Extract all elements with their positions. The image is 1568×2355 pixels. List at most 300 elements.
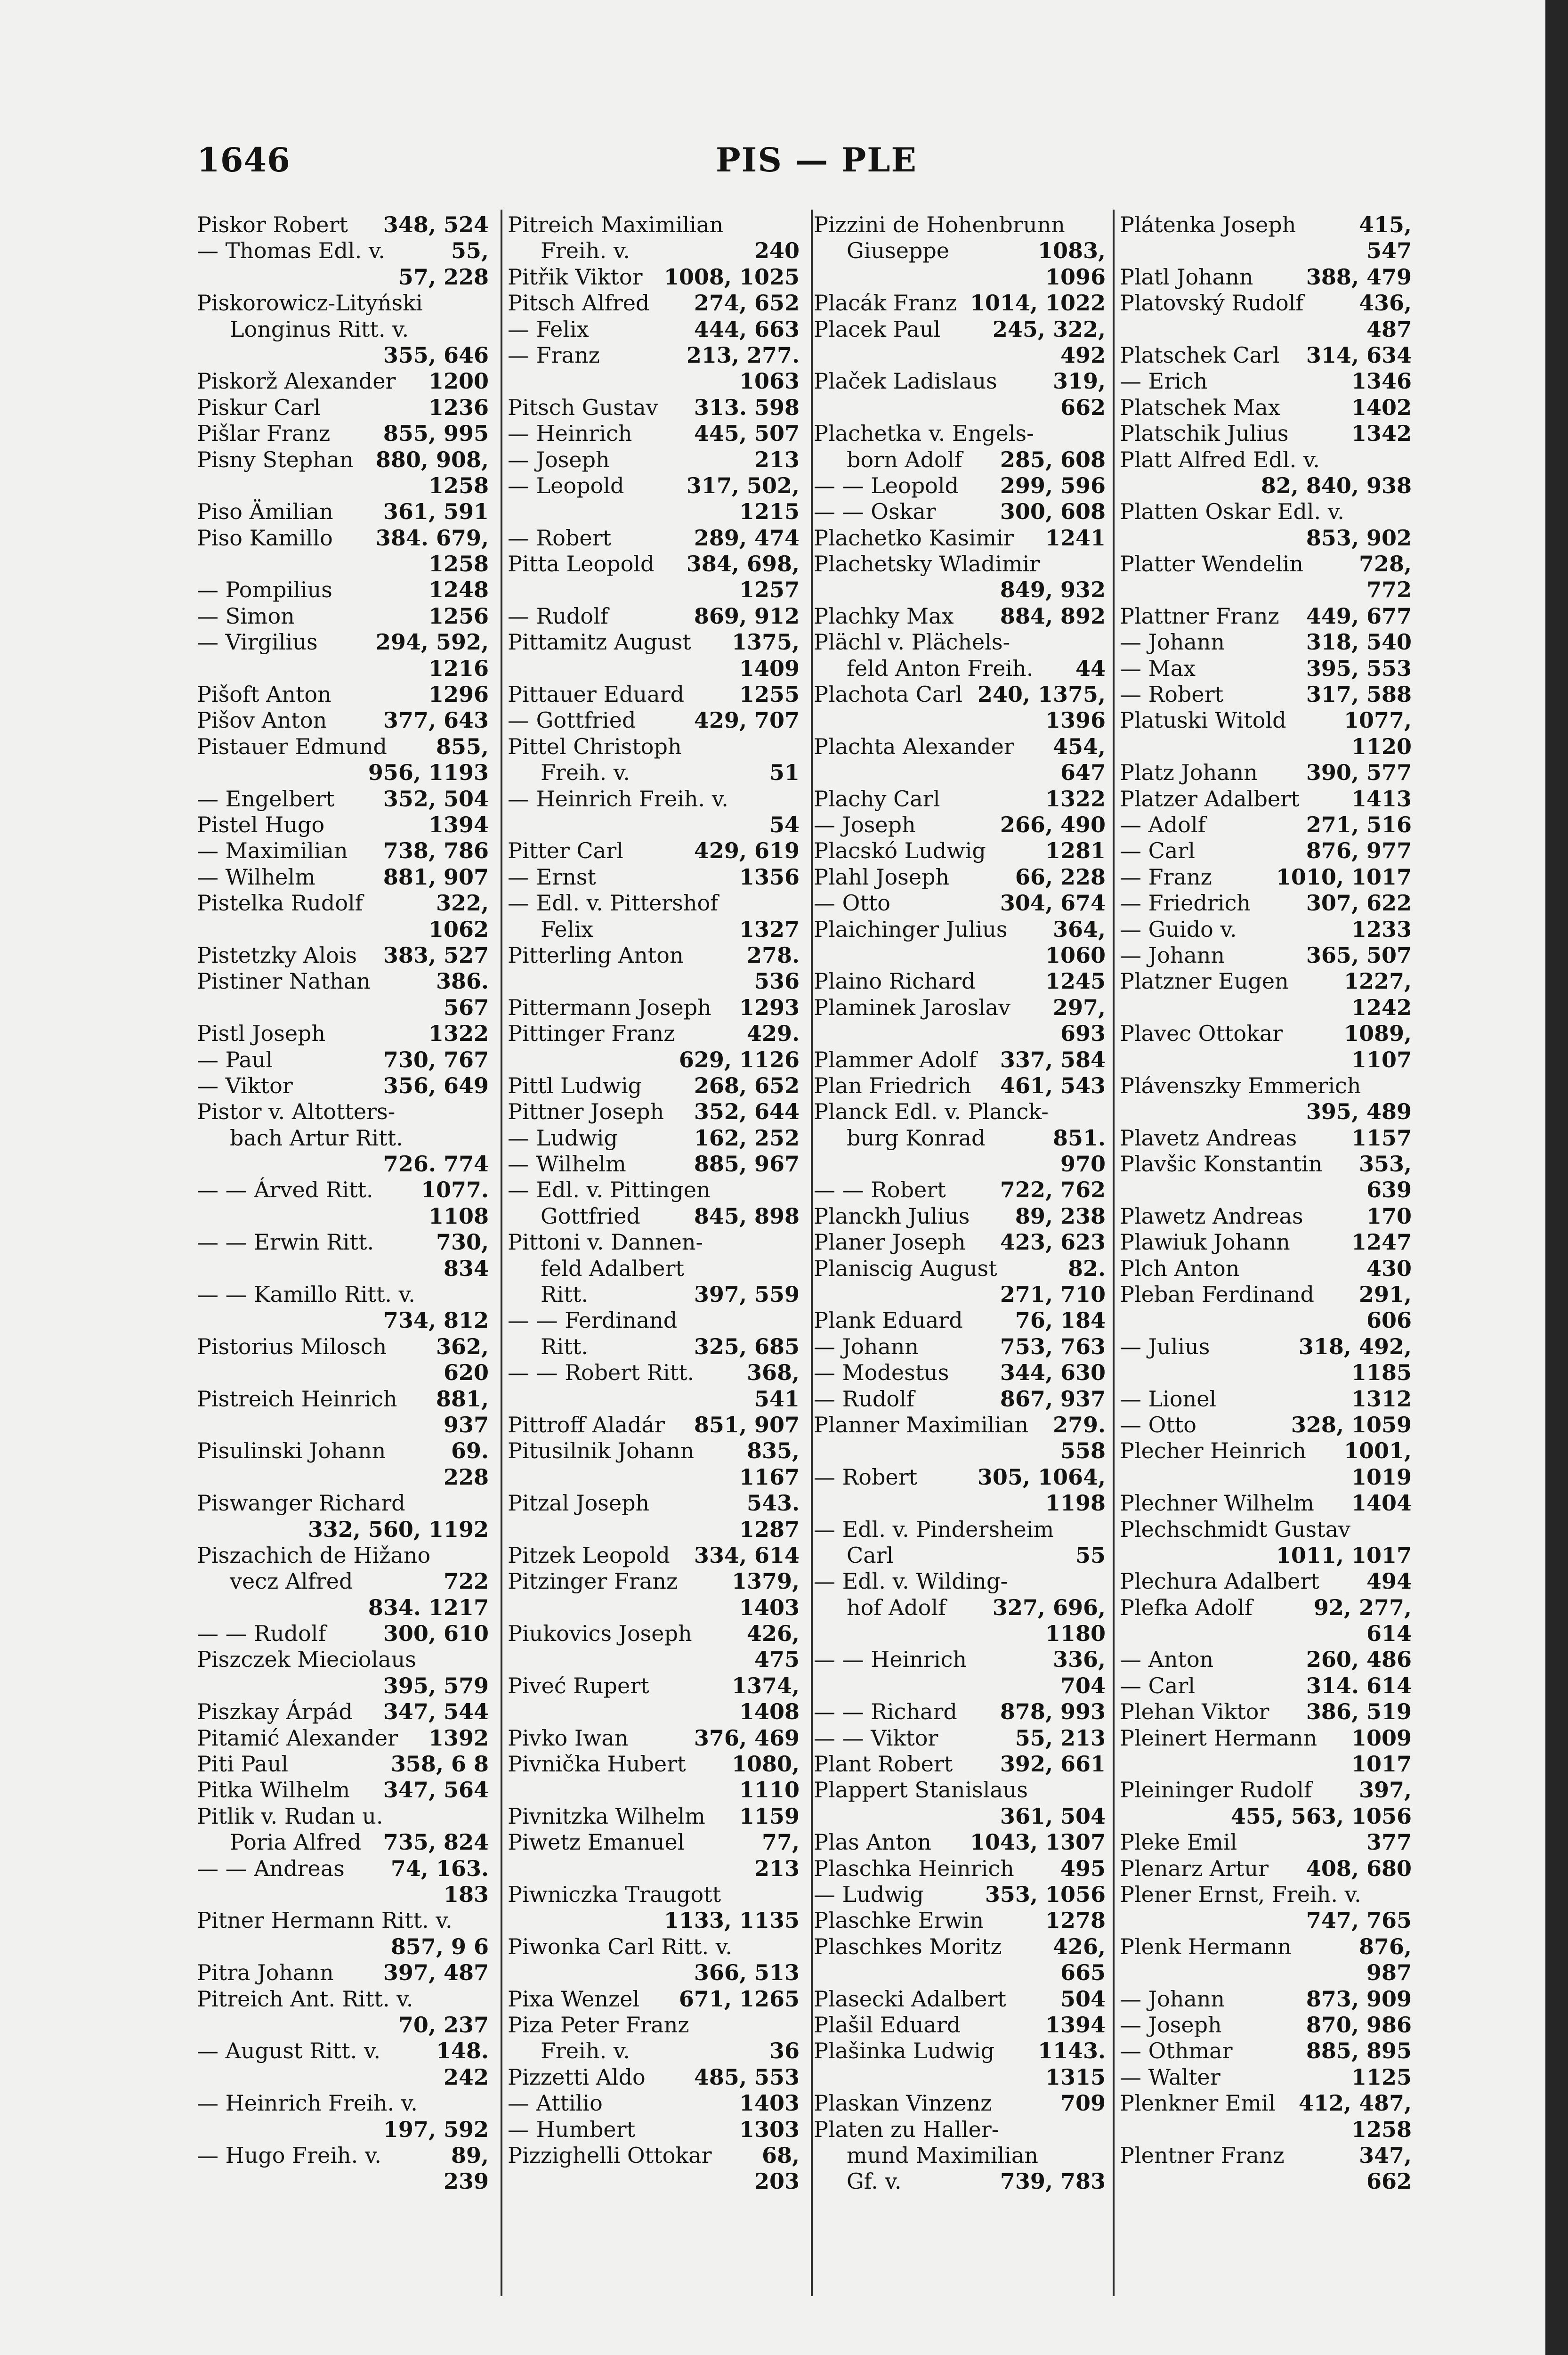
entry-pages: 1198 [1045,1490,1106,1516]
entry-name: Plenk Hermann [1120,1933,1292,1959]
entry-pages: 1227, [1343,968,1412,994]
entry-pages: 665 [1060,1960,1106,1986]
directory-entry [814,1203,1106,1229]
entry-name: — Thomas Edl. v. [197,238,386,264]
entry-line [508,1282,800,1307]
directory-entry [1120,342,1412,368]
entry-pages: 851. [1052,1125,1106,1151]
entry-pages: 429, 619 [694,838,800,864]
entry-pages: 1327 [739,916,800,942]
directory-entry [1120,656,1412,682]
entry-line [814,1777,1106,1803]
entry-pages: 671, 1265 [679,1986,800,2012]
entry-pages: 1185 [1351,1360,1412,1386]
entry-pages: 1120 [1351,733,1412,759]
entry-name-continued: Freih. v. [541,760,630,786]
entry-name: Pitterling Anton [508,942,684,968]
directory-entry [814,1934,1106,1986]
entry-line [197,212,489,238]
entry-pages: 1083, [1037,238,1106,264]
entry-pages: 319, [1052,368,1106,394]
directory-entry [197,368,489,394]
entry-line [508,760,800,786]
directory-entry [814,1568,1106,1647]
entry-name: Piszachich de Hižano [197,1542,431,1568]
entry-line [508,1229,800,1255]
directory-entry [508,1307,800,1360]
entry-line [814,1621,1106,1647]
entry-name: Planner Maximilian [814,1412,1029,1437]
entry-pages: 834. 1217 [368,1594,489,1620]
entry-line [197,342,489,368]
entry-name: — Gottfried [508,707,636,733]
entry-name: Piwniczka Traugott [508,1882,721,1907]
entry-line [508,1307,800,1333]
entry-name: — Attilio [508,2090,603,2116]
directory-entry [814,1751,1106,1777]
entry-name: Pivko Iwan [508,1725,629,1751]
entry-pages: 722 [443,1568,489,1594]
directory-entry [1120,1517,1412,1569]
entry-line [197,2117,489,2143]
entry-pages: 445, 507 [694,421,800,447]
entry-line [1120,1047,1412,1073]
entry-pages: 1200 [428,368,489,394]
entry-pages: 461, 543 [1000,1072,1106,1098]
entry-line [197,1307,489,1333]
entry-pages: 148. [436,2038,489,2064]
entry-name: Platovský Rudolf [1120,290,1304,316]
directory-entry [1120,395,1412,421]
entry-line [508,1360,800,1386]
directory-entry [814,786,1106,812]
entry-name: — Joseph [1120,2012,1222,2038]
directory-entry [814,1256,1106,1308]
directory-entry [508,2143,800,2195]
directory-entry [197,1856,489,1908]
entry-line [1120,629,1412,655]
directory-entry [1120,2143,1412,2195]
entry-line [1120,2090,1412,2116]
entry-name: — Johann [814,1333,919,1359]
directory-entry [508,890,800,942]
entry-line [1120,1490,1412,1516]
entry-pages: 426, [746,1621,800,1647]
entry-name: Plener Ernst, Freih. v. [1120,1882,1361,1907]
directory-entry [814,864,1106,890]
entry-line [814,2117,1106,2143]
entry-pages: 376, 469 [694,1725,800,1751]
directory-entry [197,1334,489,1386]
entry-line [197,2168,489,2194]
entry-pages: 495 [1060,1855,1106,1881]
entry-line [1120,942,1412,968]
entry-line [814,1803,1106,1829]
entry-name: — Anton [1120,1647,1214,1673]
entry-name: Plecher Heinrich [1120,1438,1306,1464]
entry-line [508,1568,800,1594]
entry-name: Pitamić Alexander [197,1725,398,1751]
entry-line [1120,1334,1412,1360]
entry-line [814,864,1106,890]
entry-line [197,603,489,629]
directory-entry [1120,864,1412,890]
entry-line [197,890,489,916]
entry-name: — Otto [1120,1412,1196,1437]
directory-entry [814,1334,1106,1360]
entry-line [814,1725,1106,1751]
entry-pages: 1315 [1045,2064,1106,2090]
directory-entry [814,1412,1106,1464]
entry-pages: 240, 1375, [977,682,1106,707]
entry-name: — Engelbert [197,786,335,812]
entry-line [197,1203,489,1229]
entry-line [197,2038,489,2064]
entry-pages: 1248 [428,577,489,603]
directory-entry [1120,1334,1412,1386]
entry-line [508,1595,800,1621]
entry-line [814,682,1106,707]
directory-entry [197,2143,489,2195]
entry-line [814,577,1106,603]
entry-pages: 492 [1060,342,1106,368]
entry-pages: 878, 993 [1000,1699,1106,1725]
entry-pages: 1063 [739,368,800,394]
entry-name: Pitta Leopold [508,551,655,577]
entry-line [1120,525,1412,551]
entry-line [814,317,1106,342]
entry-line [1120,1621,1412,1647]
directory-entry [814,499,1106,525]
entry-line [197,1777,489,1803]
directory-entry [508,629,800,682]
entry-line [508,1334,800,1360]
entry-pages: 322, [436,890,489,916]
entry-name: Pleinert Hermann [1120,1725,1317,1751]
entry-pages: 709 [1060,2090,1106,2116]
directory-entry [1120,290,1412,342]
entry-name: Platten Oskar Edl. v. [1120,499,1344,525]
entry-name: Plentner Franz [1120,2142,1285,2168]
entry-name: — Carl [1120,1673,1195,1698]
directory-entry [1120,1986,1412,2012]
directory-entry [508,603,800,629]
entry-name: Platschek Carl [1120,342,1280,368]
directory-entry [814,212,1106,290]
directory-entry [197,1490,489,1543]
entry-pages: 297, [1052,994,1106,1020]
entry-line [508,707,800,733]
entry-pages: 726. 774 [383,1151,489,1177]
entry-line [814,1673,1106,1699]
entry-name: Pittner Joseph [508,1099,664,1125]
entry-line [1120,707,1412,733]
entry-pages: 285, 608 [1000,447,1106,472]
entry-pages: 82, 840, 938 [1261,472,1412,498]
entry-name-continued: burg Konrad [847,1125,986,1151]
entry-line [508,1882,800,1908]
entry-pages: 300, 608 [1000,499,1106,525]
entry-line [1120,1647,1412,1673]
column-rule [501,210,502,2296]
directory-entry [508,1803,800,1829]
entry-line [197,1229,489,1255]
entry-pages: 1278 [1045,1908,1106,1933]
entry-line [1120,342,1412,368]
entry-line [197,1256,489,1282]
entry-pages: 68, [761,2142,800,2168]
entry-name: — — Robert [814,1177,946,1203]
entry-line [1120,447,1412,473]
entry-line [197,395,489,421]
entry-name: — Pompilius [197,577,332,603]
entry-name: — Ludwig [814,1882,924,1907]
entry-line [1120,1021,1412,1047]
directory-entry [197,1621,489,1647]
entry-pages: 855, [436,733,489,759]
entry-line [508,2038,800,2064]
entry-pages: 1096 [1045,264,1106,290]
directory-entry [508,1490,800,1543]
directory-entry [1120,890,1412,916]
directory-entry [508,1673,800,1725]
directory-entry [197,1647,489,1699]
entry-line [508,786,800,812]
entry-name: Plaino Richard [814,968,976,994]
entry-line [197,682,489,707]
entry-name: — Joseph [508,447,610,472]
entry-pages: 772 [1366,577,1412,603]
entry-pages: 334, 614 [694,1542,800,1568]
entry-pages: 1017 [1351,1751,1412,1777]
directory-entry [1120,1673,1412,1699]
entry-pages: 485, 553 [694,2064,800,2090]
entry-line [508,395,800,421]
directory-entry [197,1725,489,1751]
directory-entry [1120,1934,1412,1986]
entry-line [1120,1386,1412,1412]
entry-pages: 987 [1366,1960,1412,1986]
directory-entry [197,864,489,890]
entry-line [1120,1282,1412,1307]
entry-name: — Hugo Freih. v. [197,2142,381,2168]
entry-line [197,656,489,682]
entry-line [197,864,489,890]
entry-line [508,1438,800,1464]
entry-pages: 325, 685 [694,1333,800,1359]
directory-entry [1120,682,1412,707]
entry-pages: 454, [1052,733,1106,759]
entry-name: — — Kamillo Ritt. v. [197,1282,415,1307]
entry-pages: 386, 519 [1306,1699,1412,1725]
entry-name: Plenkner Emil [1120,2090,1276,2116]
entry-pages: 1242 [1351,994,1412,1020]
entry-line [1120,1725,1412,1751]
entry-line [508,2090,800,2116]
entry-line [814,1595,1106,1621]
directory-entry [197,1438,489,1490]
entry-line [508,290,800,316]
directory-entry [197,682,489,707]
entry-name: — Othmar [1120,2038,1233,2064]
entry-pages: 876, [1358,1933,1412,1959]
directory-entry [197,447,489,499]
entry-pages: 429. [746,1021,800,1047]
directory-entry [1120,1073,1412,1125]
entry-pages: 337, 584 [1000,1047,1106,1072]
directory-entry [197,2038,489,2090]
directory-entry [508,1412,800,1438]
entry-line [508,212,800,238]
entry-line [1120,1777,1412,1803]
entry-line [1120,995,1412,1021]
entry-pages: 55 [1075,1542,1106,1568]
entry-line [197,1021,489,1047]
entry-name: Pitzal Joseph [508,1490,650,1516]
entry-pages: 162, 252 [694,1125,800,1151]
entry-pages: 397, 487 [383,1960,489,1986]
entry-pages: 1107 [1351,1047,1412,1072]
entry-name: — Friedrich [1120,890,1251,916]
entry-pages: 397, [1358,1777,1412,1803]
entry-pages: 845, 898 [694,1203,800,1229]
directory-entry [1120,2012,1412,2038]
entry-name: — August Ritt. v. [197,2038,380,2064]
entry-pages: 662 [1366,2168,1412,2194]
entry-line [197,1647,489,1673]
directory-entry [1120,2064,1412,2090]
entry-name: Plasecki Adalbert [814,1986,1006,2012]
entry-line [1120,1438,1412,1464]
entry-line [197,1908,489,1933]
entry-pages: 392, 661 [1000,1751,1106,1777]
entry-name: Piszczek Mieciolaus [197,1647,416,1673]
entry-line [508,942,800,968]
entry-line [508,1647,800,1673]
entry-name: Plas Anton [814,1829,931,1855]
directory-entry [1120,1229,1412,1255]
entry-line [1120,917,1412,942]
entry-name: Platz Johann [1120,760,1258,786]
entry-name: — Max [1120,655,1196,681]
entry-name: — Franz [1120,864,1212,890]
entry-line [814,812,1106,838]
directory-entry [508,264,800,290]
entry-name: — Rudolf [814,1386,914,1412]
entry-pages: 317, 502, [686,472,800,498]
entry-name: — Heinrich Freih. v. [197,2090,418,2116]
directory-entry [814,995,1106,1047]
entry-line [814,760,1106,786]
entry-line [508,656,800,682]
directory-entry [197,212,489,238]
entry-pages: 1241 [1045,525,1106,551]
directory-entry [197,838,489,864]
entry-line [508,1490,800,1516]
directory-entry [508,2090,800,2116]
entry-name: — — Viktor [814,1725,938,1751]
entry-line [1120,734,1412,760]
entry-pages: 1215 [739,499,800,525]
entry-pages: 347, 564 [383,1777,489,1803]
entry-line [197,1151,489,1177]
entry-line [197,707,489,733]
entry-name: Platen zu Haller- [814,2116,999,2142]
entry-line [1120,1751,1412,1777]
entry-name: — Otto [814,890,890,916]
directory-entry [814,1360,1106,1386]
directory-entry [1120,603,1412,629]
directory-entry [814,551,1106,603]
entry-name-continued: Giuseppe [847,238,950,264]
directory-entry [814,968,1106,994]
entry-name: — Heinrich [508,421,632,447]
directory-entry [508,1751,800,1803]
entry-name: Plaček Ladislaus [814,368,997,394]
directory-entry [508,2064,800,2090]
entry-pages: 730, 767 [383,1047,489,1072]
entry-pages: 869, 912 [694,603,800,629]
entry-pages: 260, 486 [1306,1647,1412,1673]
directory-entry [508,2012,800,2064]
entry-name: Platuski Witold [1120,707,1286,733]
entry-name: Pizzighelli Ottokar [508,2142,712,2168]
directory-entry [1120,1882,1412,1934]
entry-pages: 353, [1358,1151,1412,1177]
entry-pages: 543. [746,1490,800,1516]
entry-pages: 1258 [1351,2116,1412,2142]
entry-name: Placskó Ludwig [814,838,986,864]
column-rule [1113,210,1115,2296]
entry-line [197,1934,489,1960]
entry-line [814,1438,1106,1464]
entry-line [1120,864,1412,890]
running-head: PIS — PLE [716,140,917,179]
entry-line [814,2012,1106,2038]
entry-pages: 1296 [428,682,489,707]
entry-pages: 620 [443,1360,489,1386]
entry-line [814,1751,1106,1777]
entry-line [508,917,800,942]
entry-pages: 76, 184 [1015,1307,1106,1333]
entry-pages: 536 [754,968,800,994]
entry-pages: 1008, 1025 [663,264,800,290]
entry-name: — Viktor [197,1072,293,1098]
entry-pages: 1233 [1351,916,1412,942]
entry-name: — — Robert Ritt. [508,1360,695,1386]
entry-line [508,1856,800,1882]
entry-line [1120,1307,1412,1333]
entry-name: Pizzetti Aldo [508,2064,646,2090]
directory-entry [1120,1412,1412,1438]
entry-line [814,238,1106,264]
entry-line [197,1386,489,1412]
entry-pages: 739, 783 [1000,2168,1106,2194]
entry-line [814,1568,1106,1594]
entry-line [508,995,800,1021]
entry-pages: 268, 652 [694,1072,800,1098]
entry-line [508,1203,800,1229]
entry-line [814,629,1106,655]
directory-entry [1120,1777,1412,1829]
directory-entry [508,2117,800,2143]
entry-line [814,447,1106,473]
entry-line [197,499,489,525]
entry-line [508,1960,800,1986]
directory-entry [814,2038,1106,2090]
entry-line [1120,1856,1412,1882]
entry-line [197,1829,489,1855]
